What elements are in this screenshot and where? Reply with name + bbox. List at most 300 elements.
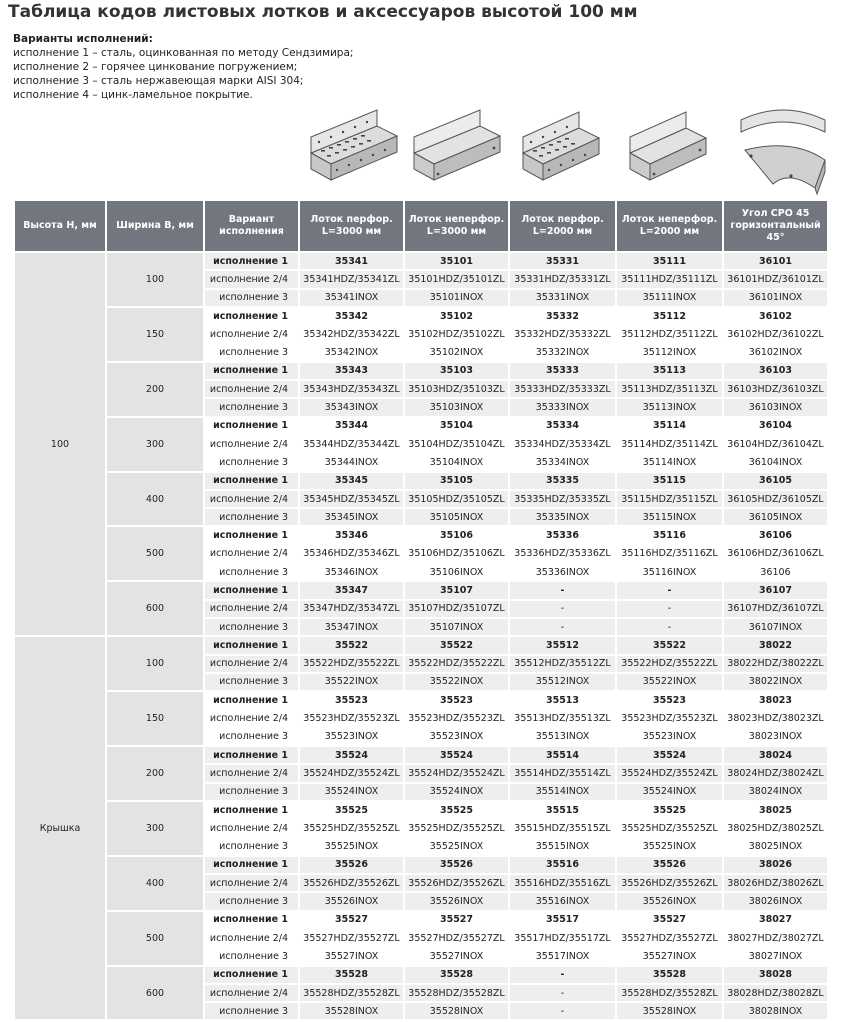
variant-cell: исполнение 3 bbox=[205, 1003, 298, 1019]
code-cell: 35104INOX bbox=[429, 456, 484, 468]
code-cell: 35347HDZ/35347ZL bbox=[300, 601, 403, 617]
variant-cell: исполнение 2/4 bbox=[209, 822, 288, 834]
code-cell: 35522HDZ/35522ZL bbox=[405, 656, 508, 672]
variant-cell: исполнение 3 bbox=[205, 290, 298, 306]
code-cell: 35527INOX bbox=[324, 950, 379, 962]
code-cell: 38026HDZ/38026ZL bbox=[724, 875, 827, 891]
code-cell: 36107 bbox=[724, 582, 827, 598]
code-cell: 35332HDZ/35332ZL bbox=[514, 328, 611, 340]
code-cell: 35333INOX bbox=[510, 399, 615, 415]
code-cell: 38022 bbox=[724, 637, 827, 653]
code-cell: 36104INOX bbox=[748, 456, 803, 468]
code-cell: 36101HDZ/36101ZL bbox=[724, 271, 827, 287]
variant-cell: исполнение 1 bbox=[213, 694, 288, 706]
code-cell: 35528INOX bbox=[617, 1003, 722, 1019]
code-cell: 35334INOX bbox=[535, 456, 590, 468]
code-cell: 35522 bbox=[617, 637, 722, 653]
code-cell: 35106HDZ/35106ZL bbox=[408, 548, 505, 560]
code-cell: 35526 bbox=[405, 857, 508, 873]
code-cell: 35523INOX bbox=[429, 731, 484, 743]
variant-cell: исполнение 1 bbox=[213, 420, 288, 432]
code-cell: 35523INOX bbox=[642, 731, 697, 743]
code-cell: 35527HDZ/35527ZL bbox=[303, 932, 400, 944]
width-cell: 500 bbox=[107, 527, 203, 580]
code-cell: 38024 bbox=[724, 747, 827, 763]
variant-cell: исполнение 2/4 bbox=[209, 328, 288, 340]
code-cell: 35515HDZ/35515ZL bbox=[514, 822, 611, 834]
code-cell: 35115INOX bbox=[617, 509, 722, 525]
code-cell: 35113HDZ/35113ZL bbox=[617, 381, 722, 397]
code-cell: 35111INOX bbox=[617, 290, 722, 306]
code-cell: 35527INOX bbox=[642, 950, 697, 962]
code-cell: 38022INOX bbox=[724, 674, 827, 690]
code-cell: 36106HDZ/36106ZL bbox=[727, 548, 824, 560]
code-cell: 35107INOX bbox=[405, 619, 508, 635]
code-cell: 36103 bbox=[724, 363, 827, 379]
code-cell: 35523 bbox=[334, 694, 369, 706]
code-cell: 38026INOX bbox=[724, 893, 827, 909]
code-cell: 35513INOX bbox=[535, 731, 590, 743]
code-cell: 36103INOX bbox=[724, 399, 827, 415]
code-cell: 36102 bbox=[758, 310, 793, 322]
code-cell: 35344 bbox=[334, 420, 369, 432]
table-row bbox=[15, 857, 827, 873]
code-cell: 38022HDZ/38022ZL bbox=[724, 656, 827, 672]
width-cell: 400 bbox=[107, 857, 203, 910]
code-cell: 35103HDZ/35103ZL bbox=[405, 381, 508, 397]
table-row bbox=[15, 747, 827, 763]
code-cell: 35332INOX bbox=[535, 347, 590, 359]
code-cell: 35345HDZ/35345ZL bbox=[300, 491, 403, 507]
code-cell: 36102HDZ/36102ZL bbox=[727, 328, 824, 340]
code-cell: 35103 bbox=[405, 363, 508, 379]
variant-cell: исполнение 3 bbox=[219, 841, 288, 853]
code-cell: 36101 bbox=[724, 253, 827, 269]
code-cell: 35515 bbox=[545, 804, 580, 816]
code-cell: 35101INOX bbox=[405, 290, 508, 306]
code-cell: 35105 bbox=[405, 473, 508, 489]
code-cell: 35527 bbox=[652, 914, 687, 926]
code-cell: 35522INOX bbox=[617, 674, 722, 690]
code-cell: 35524INOX bbox=[300, 784, 403, 800]
code-cell: 35512INOX bbox=[510, 674, 615, 690]
variant-cell: исполнение 1 bbox=[205, 253, 298, 269]
code-cell: 35525HDZ/35525ZL bbox=[303, 822, 400, 834]
code-cell: 35114HDZ/35114ZL bbox=[621, 438, 718, 450]
code-cell: 35106 bbox=[439, 530, 474, 542]
code-cell: 35346HDZ/35346ZL bbox=[303, 548, 400, 560]
code-cell: 35525HDZ/35525ZL bbox=[408, 822, 505, 834]
code-cell: 35516HDZ/35516ZL bbox=[510, 875, 615, 891]
variant-cell: исполнение 1 bbox=[205, 582, 298, 598]
width-cell: 150 bbox=[107, 692, 203, 745]
code-cell: 35336 bbox=[545, 530, 580, 542]
code-cell: 36103HDZ/36103ZL bbox=[724, 381, 827, 397]
code-cell: 35103INOX bbox=[405, 399, 508, 415]
code-cell: - bbox=[510, 582, 615, 598]
code-cell: 35523 bbox=[652, 694, 687, 706]
code-cell: 36105 bbox=[724, 473, 827, 489]
product-images bbox=[0, 98, 841, 198]
variant-cell: исполнение 1 bbox=[213, 914, 288, 926]
code-cell: 38025HDZ/38025ZL bbox=[727, 822, 824, 834]
code-cell: 35512HDZ/35512ZL bbox=[510, 656, 615, 672]
variant-cell: исполнение 2/4 bbox=[205, 656, 298, 672]
code-cell: 35342 bbox=[334, 310, 369, 322]
width-cell: 100 bbox=[107, 637, 203, 690]
code-cell: 38027INOX bbox=[748, 950, 803, 962]
code-cell: 35341 bbox=[300, 253, 403, 269]
code-cell: 36107HDZ/36107ZL bbox=[724, 601, 827, 617]
code-cell: 35335HDZ/35335ZL bbox=[510, 491, 615, 507]
code-cell: 35111HDZ/35111ZL bbox=[617, 271, 722, 287]
code-cell: - bbox=[510, 985, 615, 1001]
width-cell: 200 bbox=[107, 747, 203, 800]
header-variant: Вариант исполнения bbox=[205, 201, 298, 251]
code-cell: 38028INOX bbox=[724, 1003, 827, 1019]
code-cell: 35528 bbox=[617, 967, 722, 983]
code-cell: 35113INOX bbox=[617, 399, 722, 415]
variant-cell: исполнение 1 bbox=[205, 857, 298, 873]
variant-cell: исполнение 1 bbox=[205, 637, 298, 653]
code-cell: 35526HDZ/35526ZL bbox=[300, 875, 403, 891]
code-cell: 35524HDZ/35524ZL bbox=[300, 765, 403, 781]
code-cell: 35105HDZ/35105ZL bbox=[405, 491, 508, 507]
code-cell: 35527 bbox=[334, 914, 369, 926]
code-cell: 35516 bbox=[510, 857, 615, 873]
perforated-tray-2000-image bbox=[513, 98, 613, 198]
code-cell: 35525 bbox=[652, 804, 687, 816]
code-cell: 35526 bbox=[300, 857, 403, 873]
table-body bbox=[15, 253, 827, 1019]
table-row bbox=[15, 582, 827, 598]
code-cell: 35514INOX bbox=[510, 784, 615, 800]
variant-cell: исполнение 2/4 bbox=[205, 271, 298, 287]
code-cell: 38028 bbox=[724, 967, 827, 983]
table-row bbox=[15, 308, 827, 324]
code-cell: 35525HDZ/35525ZL bbox=[621, 822, 718, 834]
width-cell: 400 bbox=[107, 473, 203, 526]
code-cell: 35102INOX bbox=[429, 347, 484, 359]
code-cell: 35101HDZ/35101ZL bbox=[405, 271, 508, 287]
code-cell: 35112HDZ/35112ZL bbox=[621, 328, 718, 340]
header-width: Ширина В, мм bbox=[107, 201, 203, 251]
code-cell: 38023HDZ/38023ZL bbox=[727, 713, 824, 725]
code-cell: 35344HDZ/35344ZL bbox=[303, 438, 400, 450]
variant-cell: исполнение 2/4 bbox=[209, 932, 288, 944]
code-cell: 35333HDZ/35333ZL bbox=[510, 381, 615, 397]
solid-tray-2000-image bbox=[620, 98, 720, 198]
width-cell: 300 bbox=[107, 802, 203, 855]
variant-cell: исполнение 1 bbox=[205, 747, 298, 763]
variant-cell: исполнение 3 bbox=[219, 950, 288, 962]
code-cell: 35524 bbox=[405, 747, 508, 763]
code-cell: 35528 bbox=[405, 967, 508, 983]
code-cell: 35522 bbox=[405, 637, 508, 653]
header-solid-2000: Лоток неперфор. L=2000 мм bbox=[617, 201, 722, 251]
code-cell: 35331 bbox=[510, 253, 615, 269]
code-cell: 38028HDZ/38028ZL bbox=[724, 985, 827, 1001]
code-cell: 35514HDZ/35514ZL bbox=[510, 765, 615, 781]
code-cell: 35524HDZ/35524ZL bbox=[617, 765, 722, 781]
code-cell: 35522HDZ/35522ZL bbox=[617, 656, 722, 672]
code-cell: 35515INOX bbox=[535, 841, 590, 853]
table-header-row bbox=[15, 201, 827, 251]
code-cell: 35522INOX bbox=[405, 674, 508, 690]
height-cell: Крышка bbox=[15, 637, 105, 1019]
code-cell: 35513 bbox=[545, 694, 580, 706]
code-cell: 35116 bbox=[652, 530, 687, 542]
code-cell: 35528HDZ/35528ZL bbox=[617, 985, 722, 1001]
code-cell: 35527 bbox=[439, 914, 474, 926]
code-cell: 35523INOX bbox=[324, 731, 379, 743]
code-cell: 35333 bbox=[510, 363, 615, 379]
code-cell: 35342HDZ/35342ZL bbox=[303, 328, 400, 340]
code-cell: 35104 bbox=[439, 420, 474, 432]
code-cell: 38026 bbox=[724, 857, 827, 873]
code-cell: 35513HDZ/35513ZL bbox=[514, 713, 611, 725]
variant-cell: исполнение 2/4 bbox=[205, 491, 298, 507]
solid-tray-3000-image bbox=[408, 98, 508, 198]
variant-cell: исполнение 1 bbox=[205, 967, 298, 983]
variants-list bbox=[13, 32, 353, 102]
code-cell: 35114INOX bbox=[642, 456, 697, 468]
code-cell: 35525INOX bbox=[324, 841, 379, 853]
code-cell: 35335INOX bbox=[510, 509, 615, 525]
variant-cell: исполнение 3 bbox=[205, 509, 298, 525]
code-cell: 35528INOX bbox=[405, 1003, 508, 1019]
height-cell: 100 bbox=[15, 253, 105, 635]
code-cell: 35335 bbox=[510, 473, 615, 489]
code-cell: - bbox=[617, 582, 722, 598]
code-cell: 35523 bbox=[439, 694, 474, 706]
code-cell: 35342INOX bbox=[324, 347, 379, 359]
code-cell: 35517HDZ/35517ZL bbox=[514, 932, 611, 944]
variant-cell: исполнение 3 bbox=[205, 399, 298, 415]
code-cell: - bbox=[617, 601, 722, 617]
code-cell: 35345 bbox=[300, 473, 403, 489]
code-cell: 35107 bbox=[405, 582, 508, 598]
code-cell: 35346 bbox=[334, 530, 369, 542]
header-perforated-3000: Лоток перфор. L=3000 мм bbox=[300, 201, 403, 251]
variant-cell: исполнение 3 bbox=[205, 784, 298, 800]
code-cell: 35522INOX bbox=[300, 674, 403, 690]
code-cell: 35346INOX bbox=[324, 566, 379, 578]
code-cell: 35524 bbox=[300, 747, 403, 763]
code-cell: 35116HDZ/35116ZL bbox=[621, 548, 718, 560]
variant-line: исполнение 3 – сталь нержавеющая марки AISI 304; bbox=[13, 75, 304, 87]
code-cell: 35526INOX bbox=[617, 893, 722, 909]
code-cell: 35341HDZ/35341ZL bbox=[300, 271, 403, 287]
table-row bbox=[15, 418, 827, 434]
code-cell: 35343INOX bbox=[300, 399, 403, 415]
header-bend-45: Угол СРО 45 горизонтальный 45° bbox=[724, 201, 827, 251]
code-cell: 35528HDZ/35528ZL bbox=[300, 985, 403, 1001]
table-row bbox=[15, 473, 827, 489]
code-cell: 35512 bbox=[510, 637, 615, 653]
width-cell: 100 bbox=[107, 253, 203, 306]
code-cell: 35527INOX bbox=[429, 950, 484, 962]
code-cell: 36107INOX bbox=[724, 619, 827, 635]
code-cell: 35102HDZ/35102ZL bbox=[408, 328, 505, 340]
header-perforated-2000: Лоток перфор. L=2000 мм bbox=[510, 201, 615, 251]
table-row bbox=[15, 967, 827, 983]
variant-cell: исполнение 3 bbox=[205, 619, 298, 635]
table-row bbox=[15, 637, 827, 653]
variant-cell: исполнение 3 bbox=[219, 347, 288, 359]
code-cell: - bbox=[510, 967, 615, 983]
code-cell: 35527HDZ/35527ZL bbox=[621, 932, 718, 944]
variant-cell: исполнение 1 bbox=[213, 310, 288, 322]
width-cell: 600 bbox=[107, 967, 203, 1020]
code-cell: 35331HDZ/35331ZL bbox=[510, 271, 615, 287]
code-cell: 35331INOX bbox=[510, 290, 615, 306]
variant-cell: исполнение 2/4 bbox=[209, 713, 288, 725]
code-cell: 35526 bbox=[617, 857, 722, 873]
variant-cell: исполнение 2/4 bbox=[205, 985, 298, 1001]
code-cell: 35523HDZ/35523ZL bbox=[303, 713, 400, 725]
variant-cell: исполнение 2/4 bbox=[209, 438, 288, 450]
code-cell: 35345INOX bbox=[300, 509, 403, 525]
code-cell: 38023 bbox=[758, 694, 793, 706]
code-cell: 35116INOX bbox=[642, 566, 697, 578]
code-cell: 35334HDZ/35334ZL bbox=[514, 438, 611, 450]
variant-line: исполнение 2 – горячее цинкование погружением; bbox=[13, 61, 298, 73]
code-cell: 35525 bbox=[439, 804, 474, 816]
code-cell: 36104 bbox=[758, 420, 793, 432]
code-cell: - bbox=[617, 619, 722, 635]
code-cell: 35347INOX bbox=[300, 619, 403, 635]
code-cell: 35526HDZ/35526ZL bbox=[617, 875, 722, 891]
code-cell: 35516INOX bbox=[510, 893, 615, 909]
code-cell: 35112INOX bbox=[642, 347, 697, 359]
code-cell: 35524INOX bbox=[617, 784, 722, 800]
code-cell: 35514 bbox=[510, 747, 615, 763]
code-cell: 36106 bbox=[758, 530, 793, 542]
code-cell: 35524HDZ/35524ZL bbox=[405, 765, 508, 781]
code-cell: 36105HDZ/36105ZL bbox=[724, 491, 827, 507]
code-cell: 35525INOX bbox=[642, 841, 697, 853]
code-cell: 35336INOX bbox=[535, 566, 590, 578]
variant-cell: исполнение 2/4 bbox=[205, 875, 298, 891]
code-cell: 38024INOX bbox=[724, 784, 827, 800]
code-cell: 35525INOX bbox=[429, 841, 484, 853]
code-cell: 35105INOX bbox=[405, 509, 508, 525]
width-cell: 300 bbox=[107, 418, 203, 471]
variant-cell: исполнение 3 bbox=[219, 456, 288, 468]
header-solid-3000: Лоток неперфор. L=3000 мм bbox=[405, 201, 508, 251]
width-cell: 200 bbox=[107, 363, 203, 416]
code-cell: 35526INOX bbox=[405, 893, 508, 909]
variant-line: исполнение 1 – сталь, оцинкованная по методу Сендзимира; bbox=[13, 47, 354, 59]
code-cell: 35104HDZ/35104ZL bbox=[408, 438, 505, 450]
code-cell: 35526HDZ/35526ZL bbox=[405, 875, 508, 891]
code-cell: 35528 bbox=[300, 967, 403, 983]
code-cell: 35522HDZ/35522ZL bbox=[300, 656, 403, 672]
code-cell: 36106 bbox=[760, 566, 791, 578]
table-row bbox=[15, 363, 827, 379]
code-cell: 35526INOX bbox=[300, 893, 403, 909]
code-cell: 35517INOX bbox=[535, 950, 590, 962]
table-row bbox=[15, 253, 827, 269]
code-cell: - bbox=[510, 619, 615, 635]
code-cell: 35112 bbox=[652, 310, 687, 322]
page-title: Таблица кодов листовых лотков и аксессуаров высотой 100 мм bbox=[8, 2, 638, 22]
code-cell: 35343HDZ/35343ZL bbox=[300, 381, 403, 397]
variant-cell: исполнение 3 bbox=[219, 731, 288, 743]
table-row bbox=[15, 692, 827, 708]
code-cell: 38025 bbox=[758, 804, 793, 816]
code-cell: 35115HDZ/35115ZL bbox=[617, 491, 722, 507]
code-cell: 38025INOX bbox=[748, 841, 803, 853]
code-cell: 35525 bbox=[334, 804, 369, 816]
code-cell: 36101INOX bbox=[724, 290, 827, 306]
code-cell: 38027HDZ/38027ZL bbox=[727, 932, 824, 944]
code-cell: 38027 bbox=[758, 914, 793, 926]
code-cell: 35527HDZ/35527ZL bbox=[408, 932, 505, 944]
code-cell: 35107HDZ/35107ZL bbox=[405, 601, 508, 617]
code-cell: 35347 bbox=[300, 582, 403, 598]
code-cell: 35113 bbox=[617, 363, 722, 379]
variants-heading: Варианты исполнений: bbox=[13, 33, 153, 45]
code-cell: 35115 bbox=[617, 473, 722, 489]
code-cell: 35341INOX bbox=[300, 290, 403, 306]
code-cell: 35344INOX bbox=[324, 456, 379, 468]
perforated-tray-3000-image bbox=[305, 98, 405, 198]
variant-cell: исполнение 2/4 bbox=[205, 381, 298, 397]
code-cell: 35336HDZ/35336ZL bbox=[514, 548, 611, 560]
variant-cell: исполнение 3 bbox=[205, 893, 298, 909]
variant-cell: исполнение 1 bbox=[213, 804, 288, 816]
code-cell: 35332 bbox=[545, 310, 580, 322]
variant-cell: исполнение 1 bbox=[205, 363, 298, 379]
variant-line: исполнение 4 – цинк-ламельное покрытие. bbox=[13, 89, 253, 101]
variant-cell: исполнение 3 bbox=[205, 674, 298, 690]
code-cell: 35111 bbox=[617, 253, 722, 269]
code-cell: 35102 bbox=[439, 310, 474, 322]
code-cell: 35528INOX bbox=[300, 1003, 403, 1019]
variant-cell: исполнение 2/4 bbox=[205, 765, 298, 781]
code-cell: 35101 bbox=[405, 253, 508, 269]
variant-cell: исполнение 2/4 bbox=[209, 548, 288, 560]
code-cell: - bbox=[510, 601, 615, 617]
variant-cell: исполнение 2/4 bbox=[205, 601, 298, 617]
code-cell: 36102INOX bbox=[748, 347, 803, 359]
code-cell: 35523HDZ/35523ZL bbox=[621, 713, 718, 725]
width-cell: 500 bbox=[107, 912, 203, 965]
table-row bbox=[15, 802, 827, 818]
header-height: Высота Н, мм bbox=[15, 201, 105, 251]
code-cell: 35106INOX bbox=[429, 566, 484, 578]
variant-cell: исполнение 1 bbox=[213, 530, 288, 542]
table-row bbox=[15, 912, 827, 928]
variant-cell: исполнение 1 bbox=[205, 473, 298, 489]
code-cell: 35523HDZ/35523ZL bbox=[408, 713, 505, 725]
horizontal-bend-45-image bbox=[733, 98, 833, 198]
code-cell: - bbox=[510, 1003, 615, 1019]
code-cell: 35334 bbox=[545, 420, 580, 432]
code-cell: 35522 bbox=[300, 637, 403, 653]
code-cell: 35114 bbox=[652, 420, 687, 432]
codes-table bbox=[13, 199, 829, 1021]
code-cell: 36105INOX bbox=[724, 509, 827, 525]
code-cell: 38023INOX bbox=[748, 731, 803, 743]
code-cell: 35524INOX bbox=[405, 784, 508, 800]
code-cell: 36104HDZ/36104ZL bbox=[727, 438, 824, 450]
code-cell: 35343 bbox=[300, 363, 403, 379]
code-cell: 35528HDZ/35528ZL bbox=[405, 985, 508, 1001]
code-cell: 38024HDZ/38024ZL bbox=[724, 765, 827, 781]
